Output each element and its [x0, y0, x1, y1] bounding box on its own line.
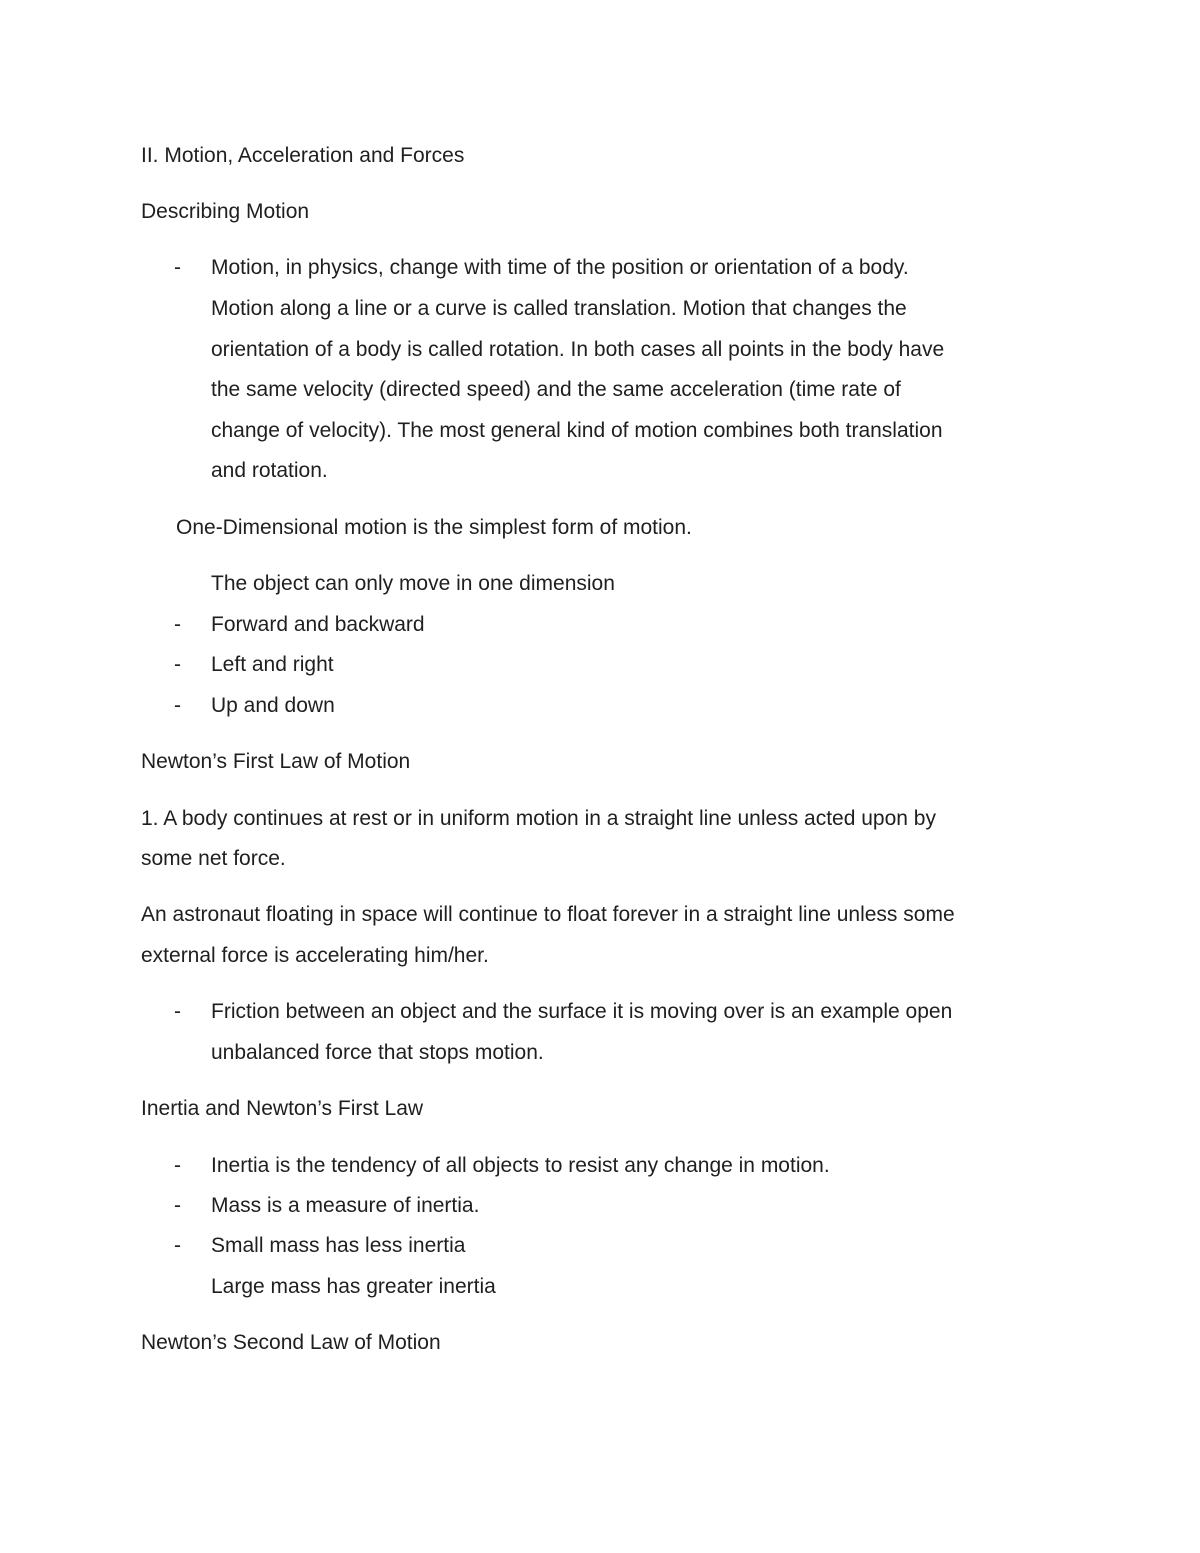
bullet-dash: -	[174, 1194, 181, 1217]
heading-second-law: Newton’s Second Law of Motion	[141, 1331, 441, 1354]
list-item: Left and right	[211, 653, 334, 676]
list-item: Forward and backward	[211, 613, 425, 636]
one-dimensional-intro: One-Dimensional motion is the simplest form of motion.	[176, 516, 692, 539]
first-law-statement-line: 1. A body continues at rest or in uniform motion in a straight line unless acted upon by	[141, 807, 936, 830]
paragraph-line: Motion, in physics, change with time of the position or orientation of a body.	[211, 256, 909, 279]
heading-inertia: Inertia and Newton’s First Law	[141, 1097, 424, 1120]
first-law-bullet-line: Friction between an object and the surface it is moving over is an example open	[211, 1000, 953, 1023]
paragraph-line: orientation of a body is called rotation. In both cases all points in the body have	[211, 338, 945, 361]
heading-first-law: Newton’s First Law of Motion	[141, 750, 411, 773]
bullet-dash: -	[174, 653, 181, 676]
first-law-example-line: external force is accelerating him/her.	[141, 944, 489, 967]
bullet-dash: -	[174, 694, 181, 717]
one-dimensional-lead: The object can only move in one dimension	[211, 572, 615, 595]
bullet-dash: -	[174, 1000, 181, 1023]
bullet-dash: -	[174, 613, 181, 636]
heading-describing-motion: Describing Motion	[141, 200, 310, 223]
paragraph-line: and rotation.	[211, 459, 328, 482]
paragraph-line: Motion along a line or a curve is called translation. Motion that changes the	[211, 297, 907, 320]
first-law-example-line: An astronaut floating in space will continue to float forever in a straight line unless some	[141, 903, 955, 926]
list-item-continuation: Large mass has greater inertia	[211, 1275, 496, 1298]
list-item: Up and down	[211, 694, 335, 717]
bullet-dash: -	[174, 1154, 181, 1177]
first-law-bullet-line: unbalanced force that stops motion.	[211, 1041, 544, 1064]
paragraph-line: change of velocity). The most general kind of motion combines both translation	[211, 419, 943, 442]
list-item: Inertia is the tendency of all objects to resist any change in motion.	[211, 1154, 830, 1177]
list-item: Small mass has less inertia	[211, 1234, 466, 1257]
bullet-dash: -	[174, 1234, 181, 1257]
section-title: II. Motion, Acceleration and Forces	[141, 144, 465, 167]
first-law-statement-line: some net force.	[141, 847, 286, 870]
list-item: Mass is a measure of inertia.	[211, 1194, 480, 1217]
paragraph-line: the same velocity (directed speed) and the same acceleration (time rate of	[211, 378, 901, 401]
bullet-dash: -	[174, 256, 181, 279]
